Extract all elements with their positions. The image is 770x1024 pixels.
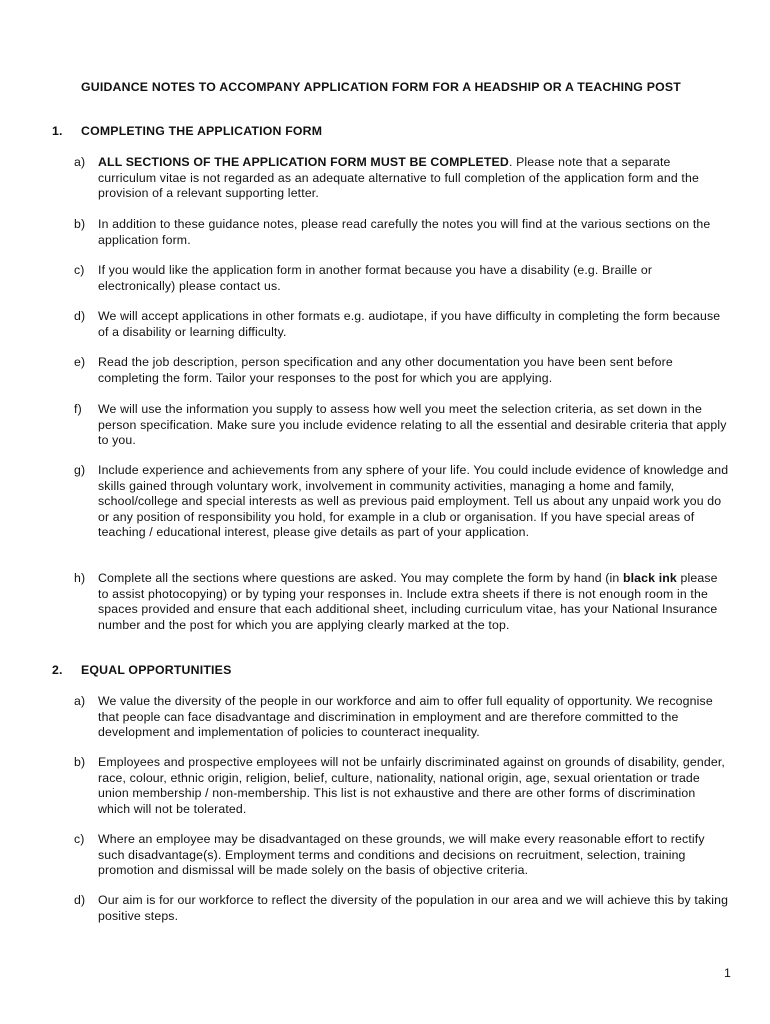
item-label: a) bbox=[74, 155, 86, 169]
section-title: EQUAL OPPORTUNITIES bbox=[81, 663, 232, 677]
section-2-heading bbox=[52, 663, 231, 679]
item-text: In addition to these guidance notes, please read carefully the notes you will find at the various sections on the application form. bbox=[98, 217, 711, 247]
item-text: Where an employee may be disadvantaged on these grounds, we will make every reasonable effort to rectify such disadvantage(s). Employment terms and conditions and decisions on recruitment, selection, training promotion and dismissal will be made solely on the basis of objective criteria. bbox=[98, 832, 705, 877]
item-label: b) bbox=[74, 217, 86, 231]
item-text: Read the job description, person specification and any other documentation you have been sent before completing the form. Tailor your responses to the post for which you are applying. bbox=[98, 355, 673, 385]
list-item bbox=[74, 832, 730, 879]
section-1-heading bbox=[52, 124, 322, 140]
item-text: Complete all the sections where questions are asked. You may complete the form by hand (in bbox=[98, 571, 623, 585]
document-title: GUIDANCE NOTES TO ACCOMPANY APPLICATION FORM FOR A HEADSHIP OR A TEACHING POST bbox=[81, 80, 681, 94]
list-item bbox=[74, 402, 730, 449]
item-label: b) bbox=[74, 755, 86, 769]
item-text: . Please note that a separate curriculum vitae is not regarded as an adequate alternative to full completion of the application form and the provision of a relevant supporting letter. bbox=[98, 155, 699, 200]
list-item bbox=[74, 694, 730, 741]
item-label: g) bbox=[74, 463, 86, 477]
item-text: Employees and prospective employees will not be unfairly discriminated against on grounds of disability, gender, race, colour, ethnic origin, religion, belief, culture, nationality, national origin, age, sexual orientation or trade union membership / non-membership. This list is not exhaustive and there are other forms of discrimination which will not be tolerated. bbox=[98, 755, 725, 816]
item-text: We will accept applications in other formats e.g. audiotape, if you have difficulty in completing the form because of a disability or learning difficulty. bbox=[98, 309, 721, 339]
section-number: 2. bbox=[52, 663, 63, 677]
item-label: d) bbox=[74, 309, 86, 323]
item-label: c) bbox=[74, 832, 85, 846]
list-item bbox=[74, 155, 730, 202]
item-label: f) bbox=[74, 402, 82, 416]
item-label: a) bbox=[74, 694, 86, 708]
item-text: If you would like the application form in another format because you have a disability (e.g. Braille or electronically) please contact us. bbox=[98, 263, 653, 293]
emphasis-text: black ink bbox=[622, 571, 677, 585]
list-item bbox=[74, 463, 730, 541]
list-item bbox=[74, 217, 730, 248]
list-item bbox=[74, 263, 730, 294]
item-label: d) bbox=[74, 893, 86, 907]
item-label: c) bbox=[74, 263, 85, 277]
page-number: 1 bbox=[724, 966, 731, 980]
list-item bbox=[74, 355, 730, 386]
item-label: e) bbox=[74, 355, 86, 369]
item-text: We value the diversity of the people in our workforce and aim to offer full equality of opportunity. We recognise that people can face disadvantage and discrimination in employment and are therefore committed to the development and implementation of policies to counteract inequality. bbox=[98, 694, 713, 739]
list-item bbox=[74, 893, 730, 924]
list-item bbox=[74, 571, 730, 633]
emphasis-text: ALL SECTIONS OF THE APPLICATION FORM MUST BE COMPLETED bbox=[98, 155, 509, 169]
item-label: h) bbox=[74, 571, 86, 585]
item-text: Our aim is for our workforce to reflect the diversity of the population in our area and we will achieve this by taking positive steps. bbox=[98, 893, 729, 923]
section-number: 1. bbox=[52, 124, 63, 138]
item-text: Include experience and achievements from any sphere of your life. You could include evidence of knowledge and skills gained through voluntary work, involvement in community activities, managing a home and family, school/college and special interests as well as previous paid employment. Tell us about any unpaid work you do or any position of responsibility you hold, for example in a club or organisation. If you have special areas of teaching / educational interest, please give details as part of your application. bbox=[98, 463, 729, 539]
list-item bbox=[74, 309, 730, 340]
item-text: please to assist photocopying) or by typing your responses in. Include extra sheets if there is not enough room in the spaces provided and ensure that each additional sheet, including curriculum vitae, has your National Insurance number and the post for which you are applying clearly marked at the top. bbox=[98, 571, 718, 632]
item-text: We will use the information you supply to assess how well you meet the selection criteria, as set down in the person specification. Make sure you include evidence relating to all the essential and desirable criteria that apply to you. bbox=[98, 402, 727, 447]
list-item bbox=[74, 755, 730, 817]
section-title: COMPLETING THE APPLICATION FORM bbox=[81, 124, 323, 138]
